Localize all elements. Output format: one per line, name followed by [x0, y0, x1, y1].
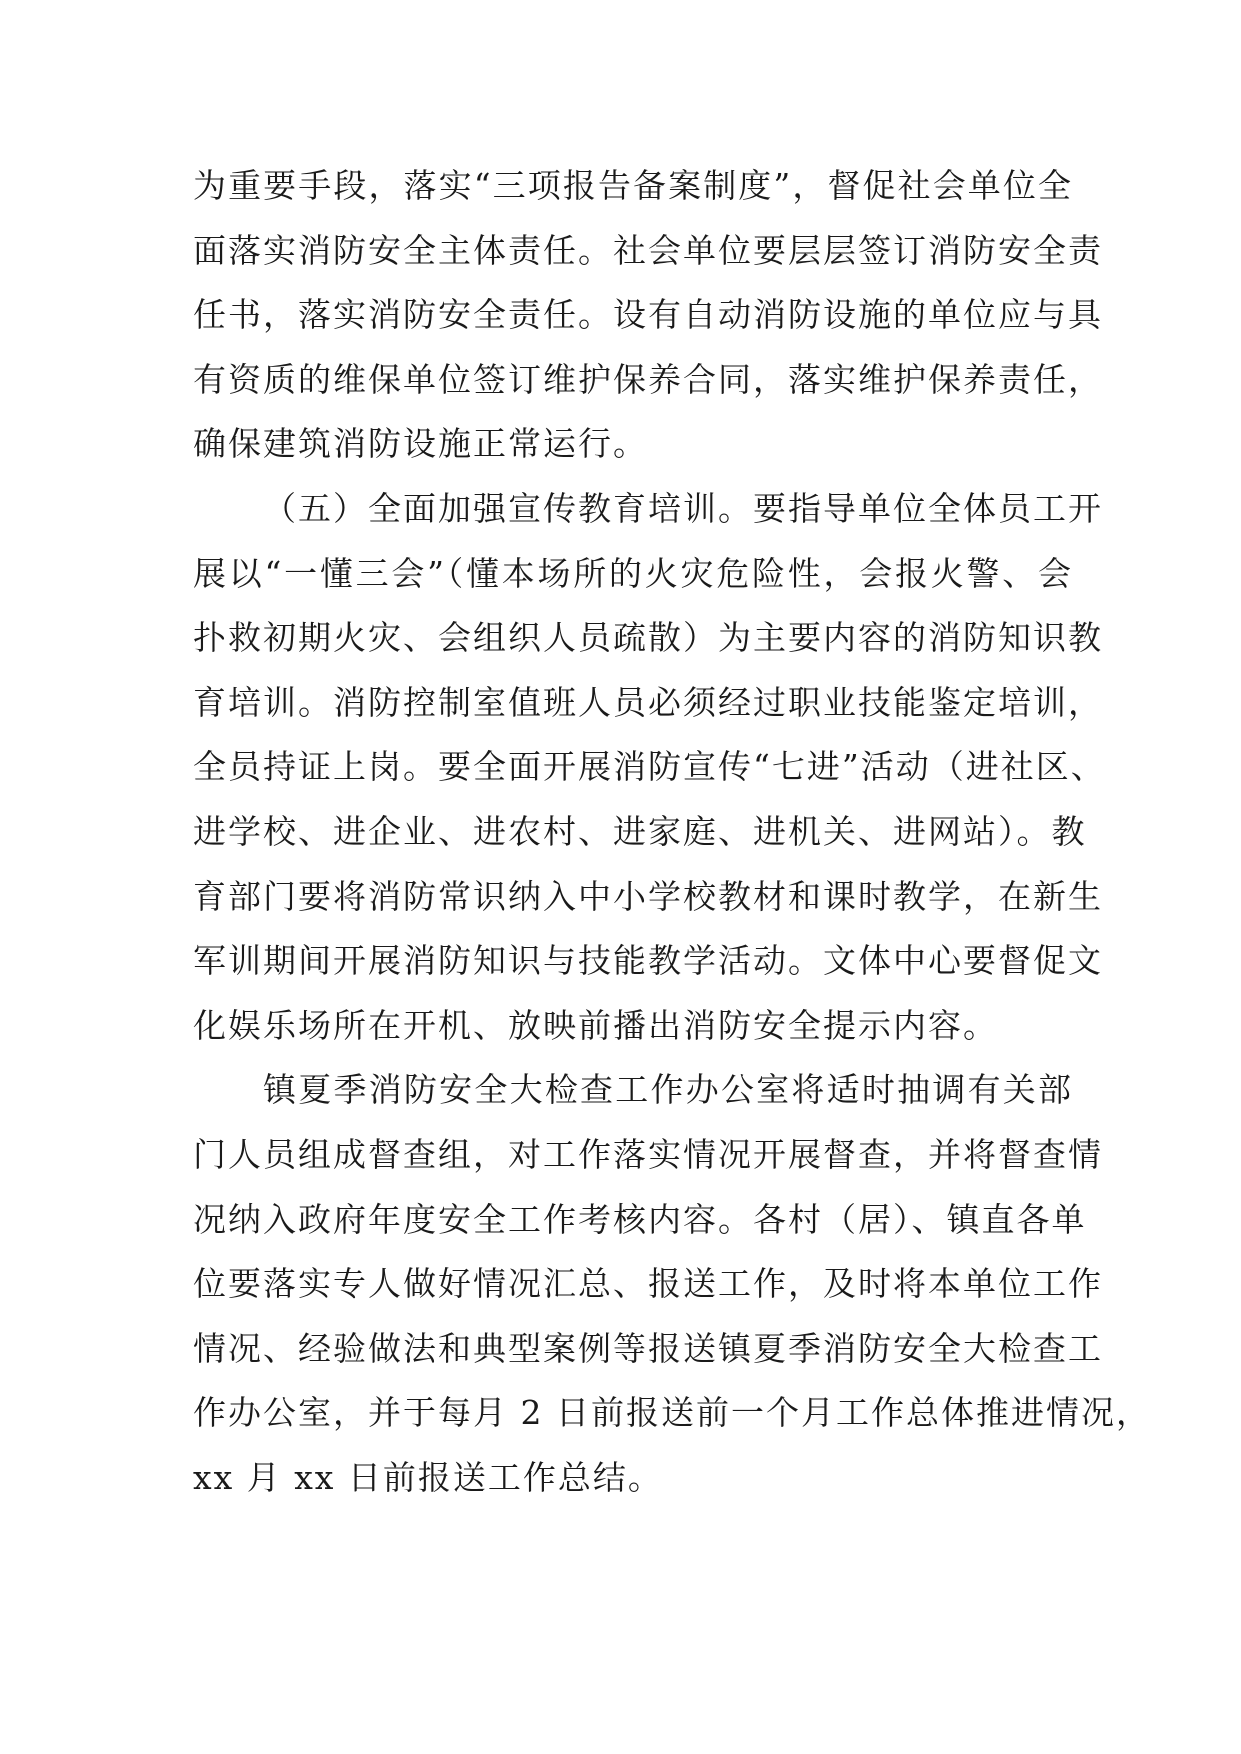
text-line: 面落实消防安全主体责任。社会单位要层层签订消防安全责 — [193, 230, 1103, 270]
text-line: 位要落实专人做好情况汇总、报送工作，及时将本单位工作 — [193, 1264, 1103, 1304]
text-line: 作办公室，并于每月 2 日前报送前一个月工作总体推进情况， — [193, 1393, 1151, 1433]
text-line: 有资质的维保单位签订维护保养合同，落实维护保养责任， — [193, 359, 1103, 399]
text-line: 军训期间开展消防知识与技能教学活动。文体中心要督促文 — [193, 941, 1103, 981]
text-line: （五）全面加强宣传教育培训。要指导单位全体员工开 — [263, 488, 1103, 528]
text-line: 确保建筑消防设施正常运行。 — [193, 424, 648, 464]
text-line: 况纳入政府年度安全工作考核内容。各村（居）、镇直各单 — [193, 1199, 1087, 1239]
text-line: 进学校、进企业、进农村、进家庭、进机关、进网站）。教 — [193, 811, 1087, 851]
text-line: 展以“一懂三会”（懂本场所的火灾危险性，会报火警、会 — [193, 553, 1073, 593]
text-line: 镇夏季消防安全大检查工作办公室将适时抽调有关部 — [263, 1070, 1073, 1110]
text-line: 化娱乐场所在开机、放映前播出消防安全提示内容。 — [193, 1005, 998, 1045]
paragraph-inspection-reporting — [193, 1058, 1151, 1510]
text-line: 扑救初期火灾、会组织人员疏散）为主要内容的消防知识教 — [193, 618, 1103, 658]
document-body — [193, 154, 1151, 1510]
text-line: 情况、经验做法和典型案例等报送镇夏季消防安全大检查工 — [193, 1328, 1103, 1368]
text-line: xx 月 xx 日前报送工作总结。 — [193, 1457, 663, 1497]
text-line: 任书，落实消防安全责任。设有自动消防设施的单位应与具 — [193, 295, 1103, 335]
text-line: 全员持证上岗。要全面开展消防宣传“七进”活动（进社区、 — [193, 747, 1106, 787]
paragraph-publicity-education-training — [193, 477, 1106, 1058]
text-line: 为重要手段，落实“三项报告备案制度”，督促社会单位全 — [193, 166, 1073, 205]
text-line: 育培训。消防控制室值班人员必须经过职业技能鉴定培训， — [193, 682, 1103, 722]
text-line: 门人员组成督查组，对工作落实情况开展督查，并将督查情 — [193, 1134, 1103, 1174]
text-line: 育部门要将消防常识纳入中小学校教材和课时教学，在新生 — [193, 876, 1103, 916]
paragraph-supervision-responsibility — [193, 154, 1103, 477]
